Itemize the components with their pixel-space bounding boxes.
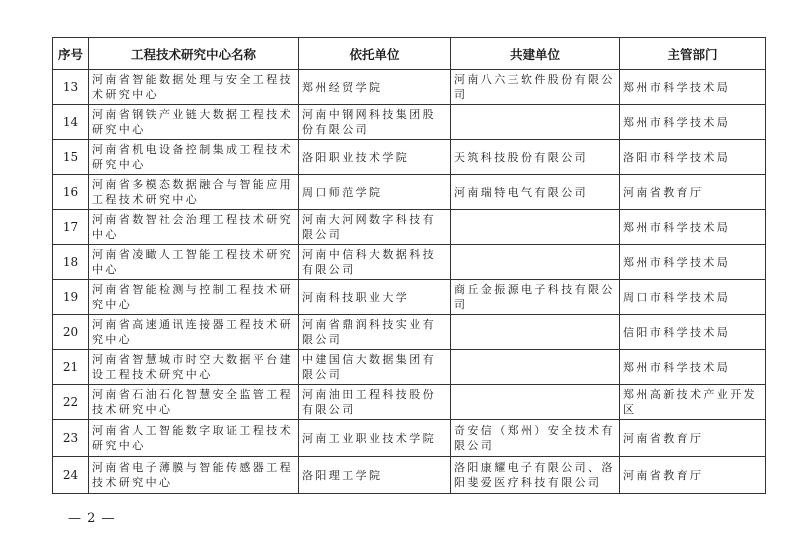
department: 郑州市科学技术局	[620, 350, 766, 385]
host-unit: 洛阳理工学院	[299, 457, 451, 494]
center-name: 河南省数智社会治理工程技术研究中心	[89, 210, 299, 245]
co-builder: 河南八六三软件股份有限公司	[451, 70, 620, 105]
table-row	[53, 385, 766, 420]
department: 洛阳市科学技术局	[620, 140, 766, 175]
co-builder	[451, 350, 620, 385]
table-row	[53, 420, 766, 457]
row-number: 13	[53, 70, 89, 105]
center-name: 河南省智能检测与控制工程技术研究中心	[89, 280, 299, 315]
co-builder	[451, 315, 620, 350]
host-unit: 河南油田工程科技股份有限公司	[299, 385, 451, 420]
host-unit: 郑州经贸学院	[299, 70, 451, 105]
co-builder: 河南瑞特电气有限公司	[451, 175, 620, 210]
department: 郑州市科学技术局	[620, 210, 766, 245]
table-row	[53, 350, 766, 385]
header-co-builder: 共建单位	[451, 38, 620, 70]
co-builder	[451, 385, 620, 420]
host-unit: 河南省鼎润科技实业有限公司	[299, 315, 451, 350]
host-unit: 河南科技职业大学	[299, 280, 451, 315]
department: 周口市科学技术局	[620, 280, 766, 315]
table-row	[53, 175, 766, 210]
center-name: 河南省钢铁产业链大数据工程技术研究中心	[89, 105, 299, 140]
host-unit: 周口师范学院	[299, 175, 451, 210]
host-unit: 中建国信大数据集团有限公司	[299, 350, 451, 385]
co-builder: 洛阳康耀电子有限公司、洛阳斐爱医疗科技有限公司	[451, 457, 620, 494]
department: 郑州高新技术产业开发区	[620, 385, 766, 420]
host-unit: 河南大河网数字科技有限公司	[299, 210, 451, 245]
header-department: 主管部门	[620, 38, 766, 70]
row-number: 23	[53, 420, 89, 457]
table-header-row	[53, 38, 766, 70]
center-name: 河南省人工智能数字取证工程技术研究中心	[89, 420, 299, 457]
host-unit: 河南工业职业技术学院	[299, 420, 451, 457]
row-number: 16	[53, 175, 89, 210]
department: 郑州市科学技术局	[620, 245, 766, 280]
header-center-name: 工程技术研究中心名称	[89, 38, 299, 70]
row-number: 19	[53, 280, 89, 315]
co-builder	[451, 210, 620, 245]
host-unit: 河南中钢网科技集团股份有限公司	[299, 105, 451, 140]
table-row	[53, 457, 766, 494]
page-number: — 2 —	[68, 511, 116, 526]
department: 河南省教育厅	[620, 175, 766, 210]
table-row	[53, 280, 766, 315]
department: 信阳市科学技术局	[620, 315, 766, 350]
host-unit: 洛阳职业技术学院	[299, 140, 451, 175]
co-builder: 商丘金振源电子科技有限公司	[451, 280, 620, 315]
row-number: 20	[53, 315, 89, 350]
row-number: 22	[53, 385, 89, 420]
center-name: 河南省电子薄膜与智能传感器工程技术研究中心	[89, 457, 299, 494]
table-row	[53, 245, 766, 280]
center-name: 河南省机电设备控制集成工程技术研究中心	[89, 140, 299, 175]
co-builder	[451, 105, 620, 140]
co-builder: 奇安信（郑州）安全技术有限公司	[451, 420, 620, 457]
department: 河南省教育厅	[620, 420, 766, 457]
row-number: 24	[53, 457, 89, 494]
center-name: 河南省多模态数据融合与智能应用工程技术研究中心	[89, 175, 299, 210]
row-number: 21	[53, 350, 89, 385]
center-name: 河南省高速通讯连接器工程技术研究中心	[89, 315, 299, 350]
co-builder	[451, 245, 620, 280]
header-no: 序号	[53, 38, 89, 70]
department: 郑州市科学技术局	[620, 70, 766, 105]
host-unit: 河南中信科大数据科技有限公司	[299, 245, 451, 280]
table-row	[53, 140, 766, 175]
co-builder: 天筑科技股份有限公司	[451, 140, 620, 175]
header-host-unit: 依托单位	[299, 38, 451, 70]
table-row	[53, 210, 766, 245]
table-row	[53, 70, 766, 105]
center-name: 河南省智慧城市时空大数据平台建设工程技术研究中心	[89, 350, 299, 385]
row-number: 14	[53, 105, 89, 140]
table-row	[53, 315, 766, 350]
row-number: 15	[53, 140, 89, 175]
department: 郑州市科学技术局	[620, 105, 766, 140]
research-center-table	[52, 37, 766, 494]
center-name: 河南省智能数据处理与安全工程技术研究中心	[89, 70, 299, 105]
row-number: 18	[53, 245, 89, 280]
row-number: 17	[53, 210, 89, 245]
table-row	[53, 105, 766, 140]
center-name: 河南省石油石化智慧安全监管工程技术研究中心	[89, 385, 299, 420]
table-body	[53, 70, 766, 494]
center-name: 河南省凌瞰人工智能工程技术研究中心	[89, 245, 299, 280]
department: 河南省教育厅	[620, 457, 766, 494]
